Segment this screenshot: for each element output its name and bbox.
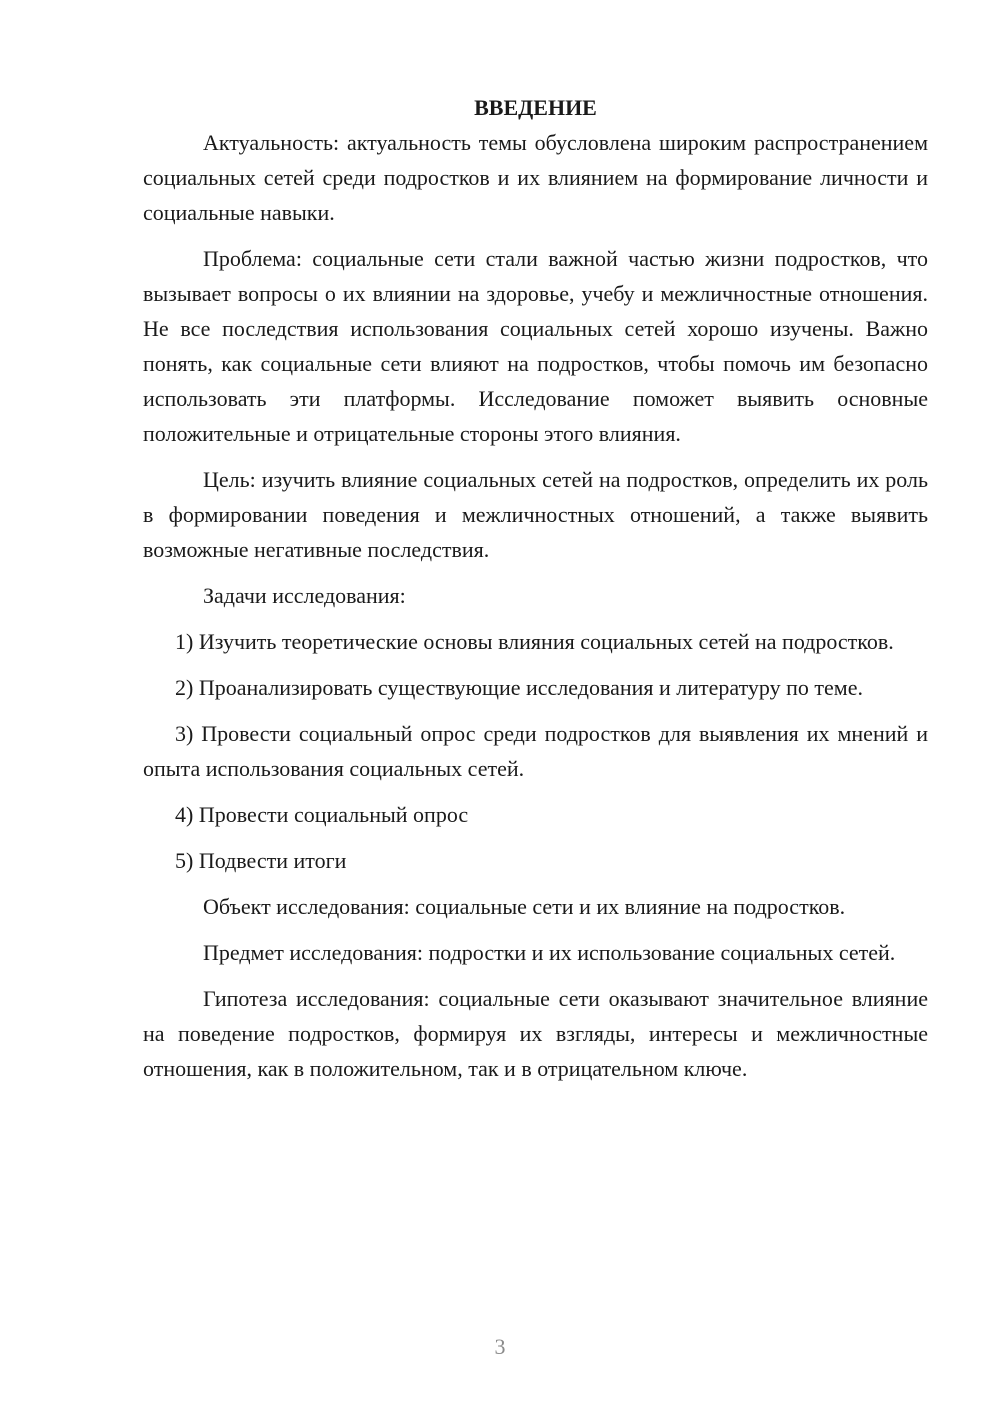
list-item: 4) Провести социальный опрос (175, 802, 469, 827)
document-page (143, 90, 928, 1097)
list-item: 5) Подвести итоги (175, 848, 347, 873)
goal-paragraph: Цель: изучить влияние социальных сетей на подростков, определить их роль в формировании поведения и межличностных отношений, а также выявить возможные негативные последствия. (143, 467, 928, 562)
section-heading: ВВЕДЕНИЕ (474, 95, 597, 120)
list-item: 3) Провести социальный опрос среди подростков для выявления их мнений и опыта использования социальных сетей. (143, 721, 928, 781)
hypothesis-paragraph: Гипотеза исследования: социальные сети оказывают значительное влияние на поведение подростков, формируя их взгляды, интересы и межличностные отношения, как в положительном, так и в отрицательном ключе. (143, 986, 928, 1081)
subject-paragraph: Предмет исследования: подростки и их использование социальных сетей. (203, 940, 896, 965)
problem-paragraph: Проблема: социальные сети стали важной частью жизни подростков, что вызывает вопросы о их влиянии на здоровье, учебу и межличностные отношения. Не все последствия использования социальных сетей хорошо изучены. Важно понять, как социальные сети влияют на подростков, чтобы помочь им безопасно использовать эти платформы. Исследование поможет выявить основные положительные и отрицательные стороны этого влияния. (143, 246, 928, 446)
list-item: 1) Изучить теоретические основы влияния социальных сетей на подростков. (175, 629, 894, 654)
tasks-list (143, 624, 928, 878)
page-number: 3 (494, 1334, 506, 1359)
relevance-paragraph: Актуальность: актуальность темы обусловлена широким распространением социальных сетей среди подростков и их влиянием на формирование личности и социальные навыки. (143, 130, 928, 225)
object-paragraph: Объект исследования: социальные сети и их влияние на подростков. (203, 894, 846, 919)
tasks-title: Задачи исследования: (203, 583, 406, 608)
list-item: 2) Проанализировать существующие исследования и литературу по теме. (175, 675, 863, 700)
